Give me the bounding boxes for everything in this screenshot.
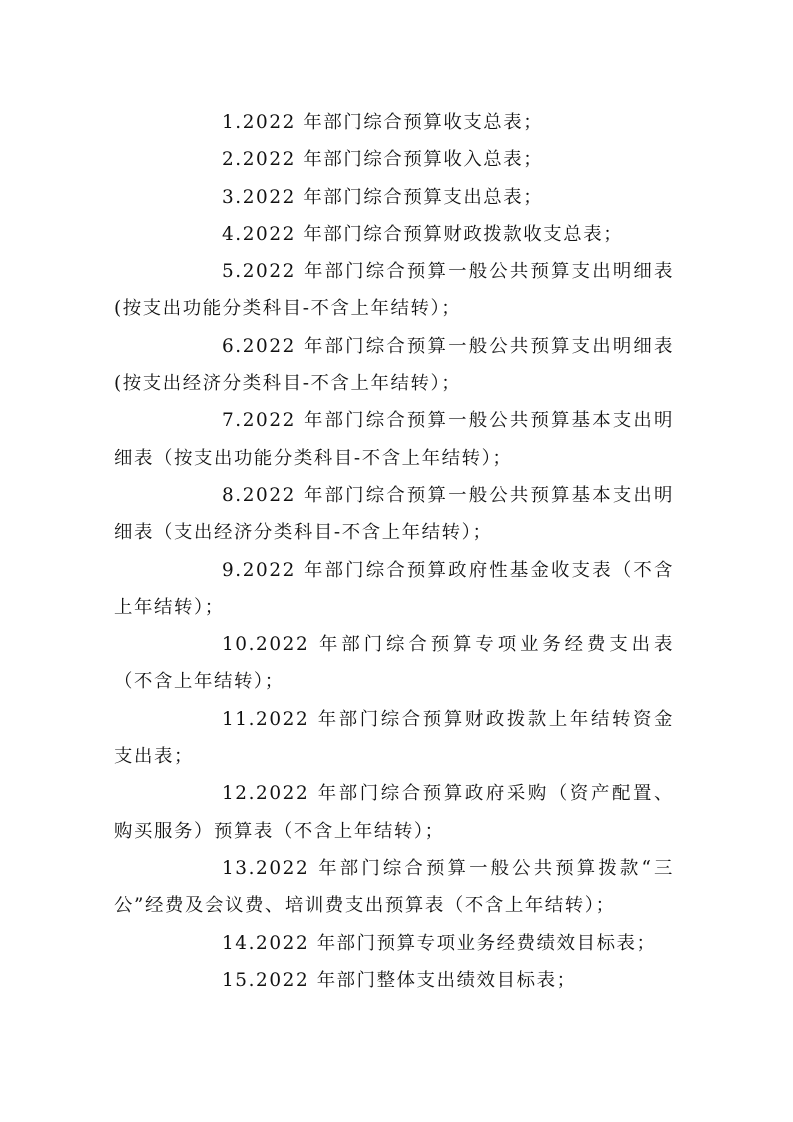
list-item: 6.2022 年部门综合预算一般公共预算支出明细表(按支出经济分类科目-不含上年结转）； (114, 335, 674, 395)
list-item: 13.2022 年部门综合预算一般公共预算拨款“三公”经费及会议费、培训费支出预算表（不含上年结转）； (114, 857, 674, 917)
list-item: 12.2022 年部门综合预算政府采购（资产配置、购买服务）预算表（不含上年结转）； (114, 783, 674, 842)
list-item: 9.2022 年部门综合预算政府性基金收支表（不含上年结转）； (114, 559, 674, 618)
list-item: 15.2022 年部门整体支出绩效目标表； (222, 969, 577, 991)
list-item: 3.2022 年部门综合预算支出总表； (222, 186, 544, 208)
document-body (114, 104, 674, 999)
list-item: 11.2022 年部门综合预算财政拨款上年结转资金支出表； (114, 708, 674, 768)
list-item: 8.2022 年部门综合预算一般公共预算基本支出明细表（支出经济分类科目-不含上年结转）； (114, 484, 674, 544)
list-item: 14.2022 年部门预算专项业务经费绩效目标表； (222, 932, 657, 954)
list-item: 4.2022 年部门综合预算财政拨款收支总表； (222, 223, 624, 245)
list-item: 2.2022 年部门综合预算收入总表； (222, 149, 544, 171)
list-item: 1.2022 年部门综合预算收支总表； (222, 112, 544, 133)
list-item: 7.2022 年部门综合预算一般公共预算基本支出明细表（按支出功能分类科目-不含上年结转）； (114, 410, 674, 469)
list-item: 5.2022 年部门综合预算一般公共预算支出明细表(按支出功能分类科目-不含上年结转）； (114, 261, 674, 320)
list-item: 10.2022 年部门综合预算专项业务经费支出表（不含上年结转）； (114, 634, 674, 693)
